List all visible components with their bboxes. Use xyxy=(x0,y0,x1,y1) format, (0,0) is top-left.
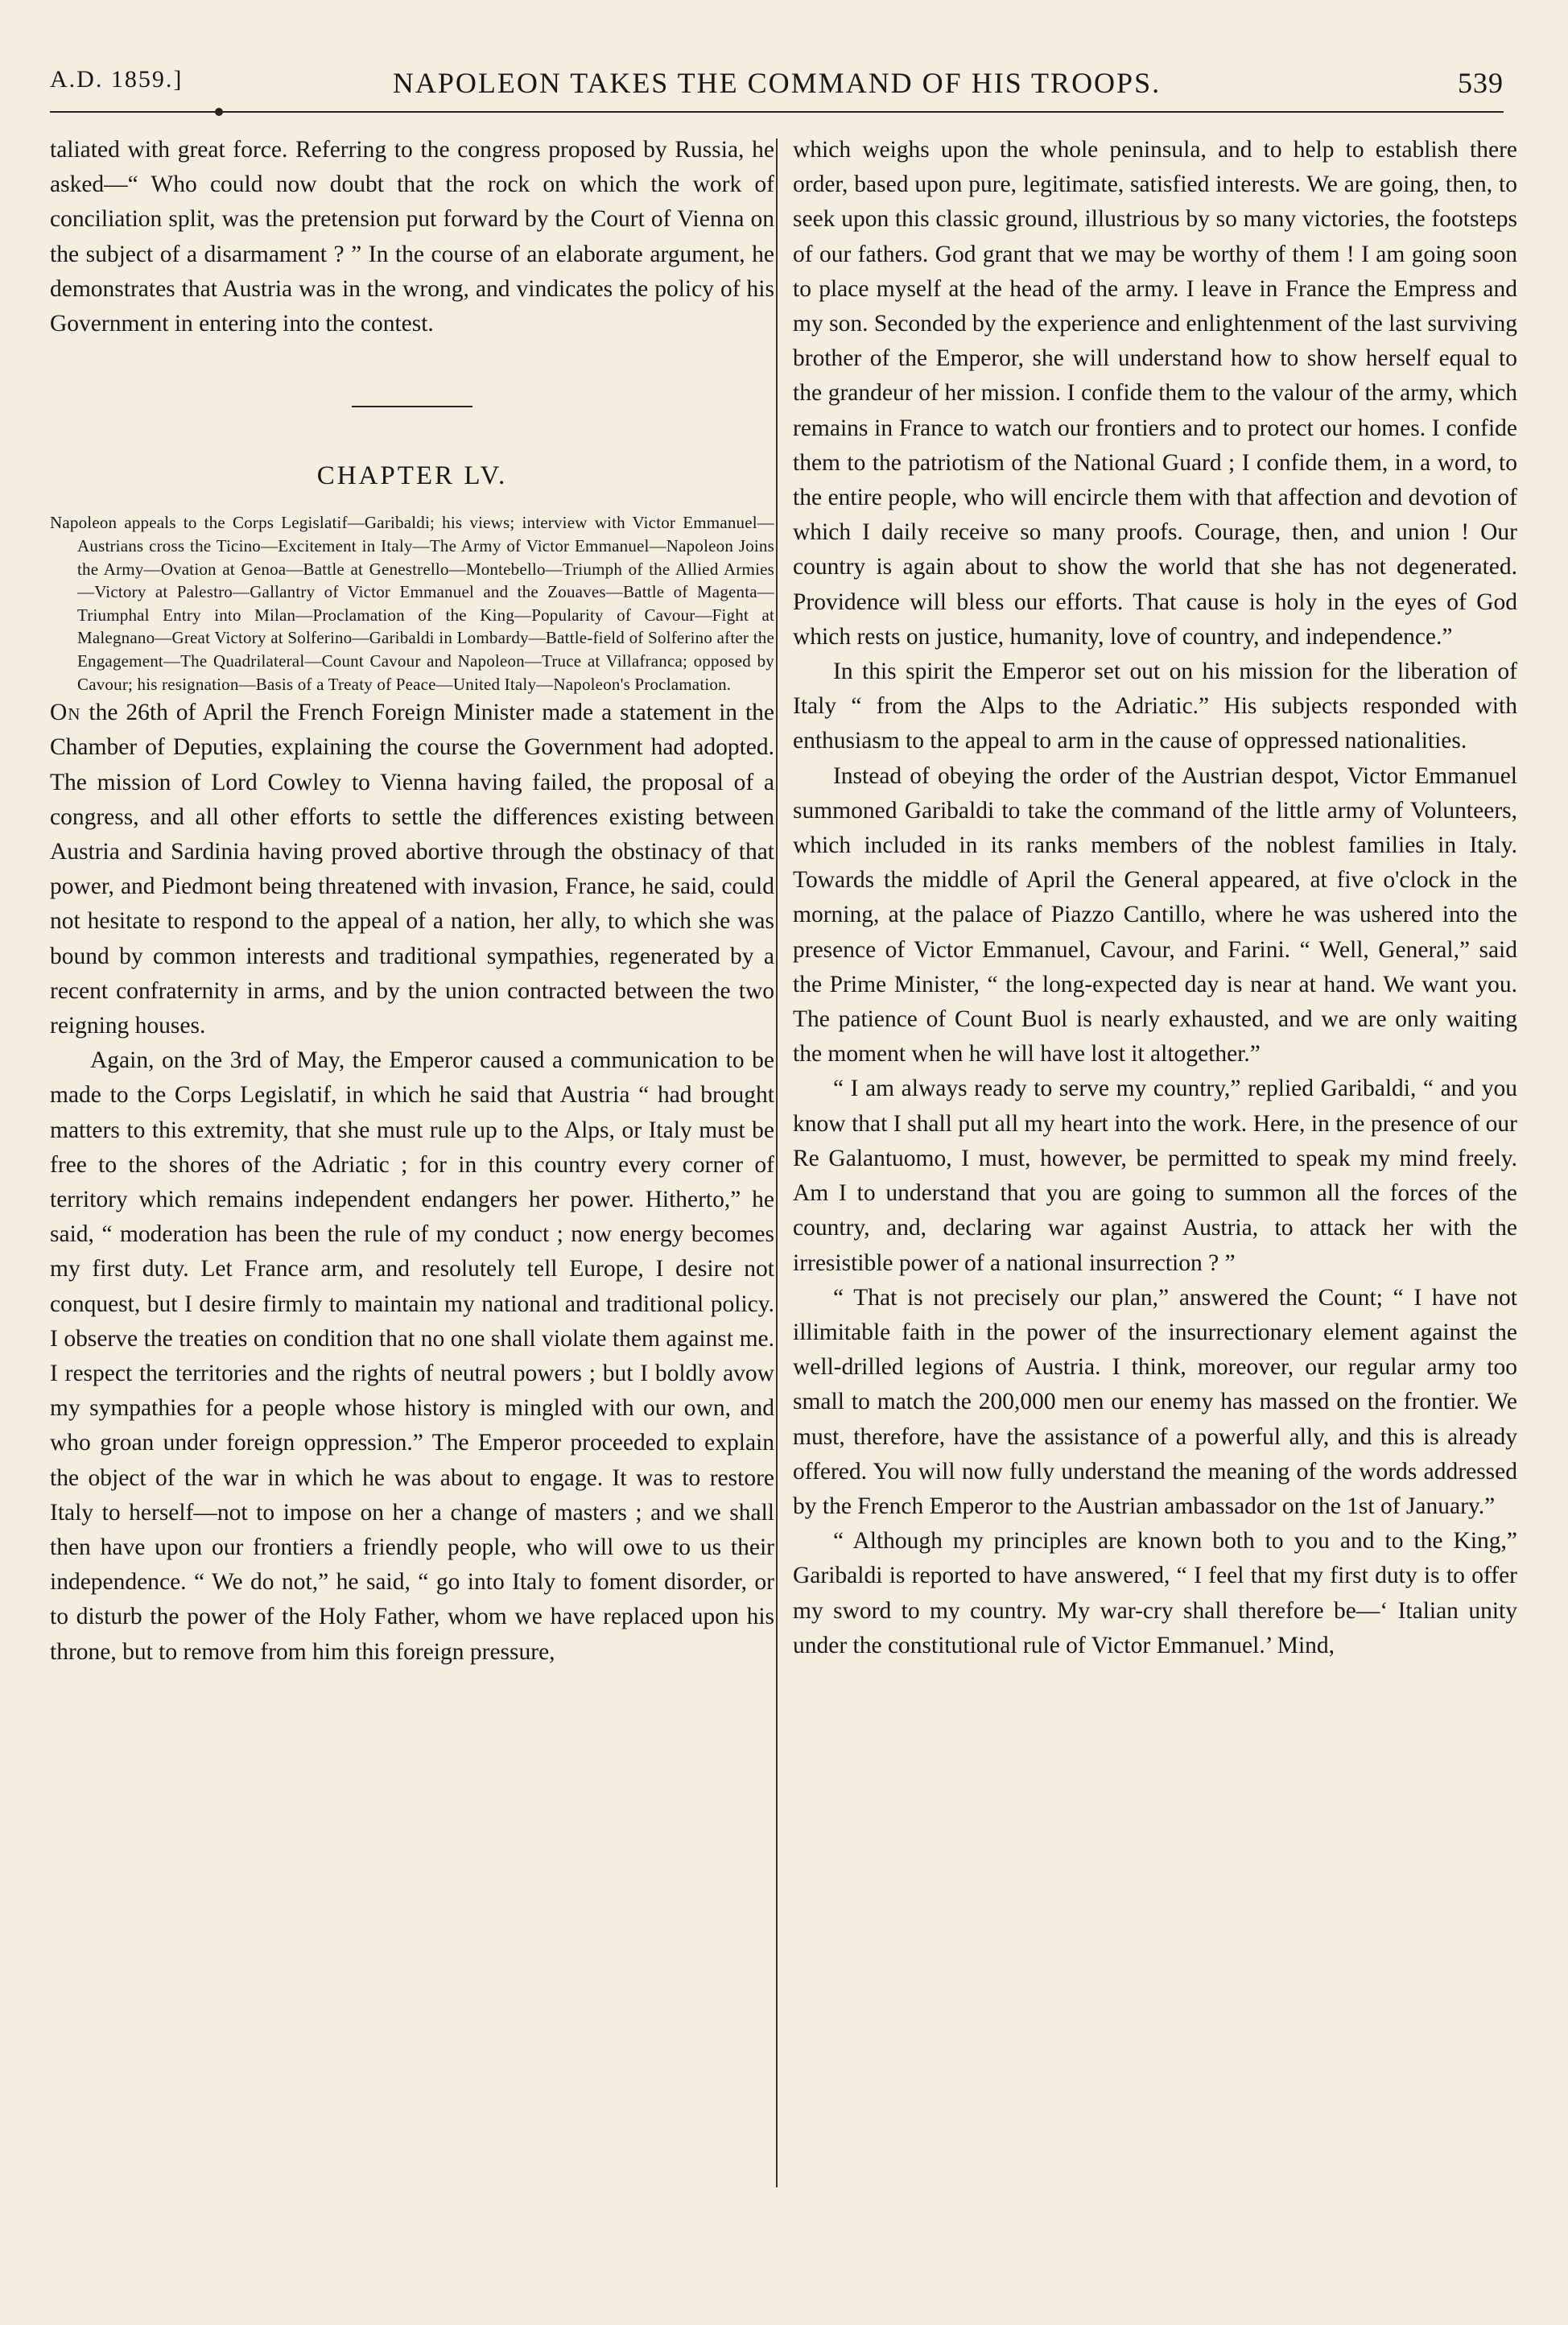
intro-paragraph: taliated with great force. Referring to the congress proposed by Russia, he asked—“ Who could now doubt that the rock on which the work of conciliation split, was the pretension put forward by the Court of Vienna on the subject of a disarmament ? ” In the course of an elaborate argument, he demonstrates that Austria was in the wrong, and vindicates the policy of his Government in entering into the contest. xyxy=(50,137,774,337)
opening-word: On xyxy=(50,700,81,726)
right-column xyxy=(793,133,1517,1663)
chapter-divider xyxy=(352,406,472,407)
paragraph: “ I am always ready to serve my country,” replied Garibaldi, “ and you know that I shall put all my heart into the work. Here, in the presence of our Re Galantuomo, I must, however, be permitted to speak my mind freely. Am I to understand that you are going to summon all the forces of the country, and, declaring war against Austria, to attack her with the irresistible power of a national insurrection ? ” xyxy=(793,1076,1517,1276)
paragraph-text: the 26th of April the French Foreign Minister made a statement in the Chamber of Deputies, explaining the course the Government had adopted. The mission of Lord Cowley to Vienna having failed, the proposal of a congress, and all other efforts to settle the differences existing between Austria and Sardinia having proved abortive through the obstinacy of that power, and Piedmont being threatened with invasion, France, he said, could not hesitate to respond to the appeal of a nation, her ally, to which she was bound by common interests and traditional sympathies, regenerated by a recent confraternity in arms, and by the union contracted between the two reigning houses. xyxy=(50,700,774,1039)
paragraph: which weighs upon the whole peninsula, and to help to establish there order, based upon pure, legitimate, satisfied interests. We are going, then, to seek upon this classic ground, illustrious by so many victories, the footsteps of our fathers. God grant that we may be worthy of them ! I am going soon to place myself at the head of the army. I leave in France the Empress and my son. Seconded by the experience and enlightenment of the last surviving brother of the Emperor, she will understand how to show herself equal to the grandeur of her mission. I confide them to the valour of the army, which remains in France to watch our frontiers and to protect our homes. I confide them to the patriotism of the National Guard ; I confide them, in a word, to the entire people, who will encircle them with that affection and devotion of which I daily receive so many proofs. Courage, then, and union ! Our country is again about to show the world that she has not degenerated. Providence will bless our efforts. That cause is holy in the eyes of God which rests on justice, humanity, love of country, and independence.” xyxy=(793,137,1517,650)
column-divider xyxy=(776,138,778,2187)
paragraph xyxy=(50,696,774,1043)
paragraph: In this spirit the Emperor set out on his mission for the liberation of Italy “ from the Alps to the Adriatic.” His subjects responded with enthusiasm to the appeal to arm in the cause of oppressed nationalities. xyxy=(793,659,1517,754)
running-header xyxy=(50,66,1504,101)
header-date: A.D. 1859.] xyxy=(50,66,184,93)
header-rule xyxy=(50,111,1504,113)
paragraph: “ That is not precisely our plan,” answered the Count; “ I have not illimitable faith in the power of the insurrectionary element against the well-drilled legions of Austria. I think, moreover, our regular army too small to match the 200,000 men our enemy has massed on the frontier. We must, therefore, have the assistance of a powerful ally, and this is already offered. You will now fully understand the meaning of the words addressed by the French Emperor to the Austrian ambassador on the 1st of January.” xyxy=(793,1284,1517,1519)
page-number: 539 xyxy=(1458,67,1504,99)
chapter-summary: Napoleon appeals to the Corps Legislatif—Garibaldi; his views; interview with Victor Emmanuel—Austrians cross the Ticino—Excitement in Italy—The Army of Victor Emmanuel—Napoleon Joins the Army—Ovation at Genoa—Battle at Genestrello—Montebello—Triumph of the Allied Armies—Victory at Palestro—Gallantry of Victor Emmanuel and the Zouaves—Battle of Magenta—Triumphal Entry into Milan—Proclamation of the King—Popularity of Cavour—Fight at Malegnano—Great Victory at Solferino—Garibaldi in Lombardy—Battle-field of Solferino after the Engagement—The Quadrilateral—Count Cavour and Napoleon—Truce at Villafranca; opposed by Cavour; his resignation—Basis of a Treaty of Peace—United Italy—Napoleon's Proclamation. xyxy=(50,513,774,694)
left-column xyxy=(50,133,774,1670)
paragraph: Again, on the 3rd of May, the Emperor caused a communication to be made to the Corps Legislatif, in which he said that Austria “ had brought matters to this extremity, that she must rule up to the Alps, or Italy must be free to the shores of the Adriatic ; for in this country every corner of territory which remains independent endangers her power. Hitherto,” he said, “ moderation has been the rule of my conduct ; now energy becomes my first duty. Let France arm, and resolutely tell Europe, I desire not conquest, but I desire firmly to maintain my national and traditional policy. I observe the treaties on condition that no one shall violate them against me. I respect the territories and the rights of neutral powers ; but I boldly avow my sympathies for a people whose history is mingled with our own, and who groan under foreign oppression.” The Emperor proceeded to explain the object of the war in which he was about to engage. It was to restore Italy to herself—not to impose on her a change of masters ; and we shall then have upon our frontiers a friendly people, who will owe to us their independence. “ We do not,” he said, “ go into Italy to foment disorder, or to disturb the power of the Holy Father, whom we have replaced upon his throne, but to remove from him this foreign pressure, xyxy=(50,1047,774,1665)
paragraph: Instead of obeying the order of the Austrian despot, Victor Emmanuel summoned Garibaldi to take the command of the little army of Volunteers, which included in its ranks members of the noblest families in Italy. Towards the middle of April the General appeared, at five o'clock in the morning, at the palace of Piazzo Cantillo, where he was ushered into the presence of Victor Emmanuel, Cavour, and Farini. “ Well, General,” said the Prime Minister, “ the long-expected day is near at hand. We want you. The patience of Count Buol is nearly exhausted, and we are only waiting the moment when he will have lost it altogether.” xyxy=(793,762,1517,1068)
chapter-title: CHAPTER LV. xyxy=(316,461,508,491)
header-title: NAPOLEON TAKES THE COMMAND OF HIS TROOPS. xyxy=(392,67,1162,99)
paragraph: “ Although my principles are known both to you and to the King,” Garibaldi is reported to have answered, “ I feel that my first duty is to offer my sword to my country. My war-cry shall therefore be—‘ Italian unity under the constitutional rule of Victor Emmanuel.’ Mind, xyxy=(793,1528,1517,1658)
